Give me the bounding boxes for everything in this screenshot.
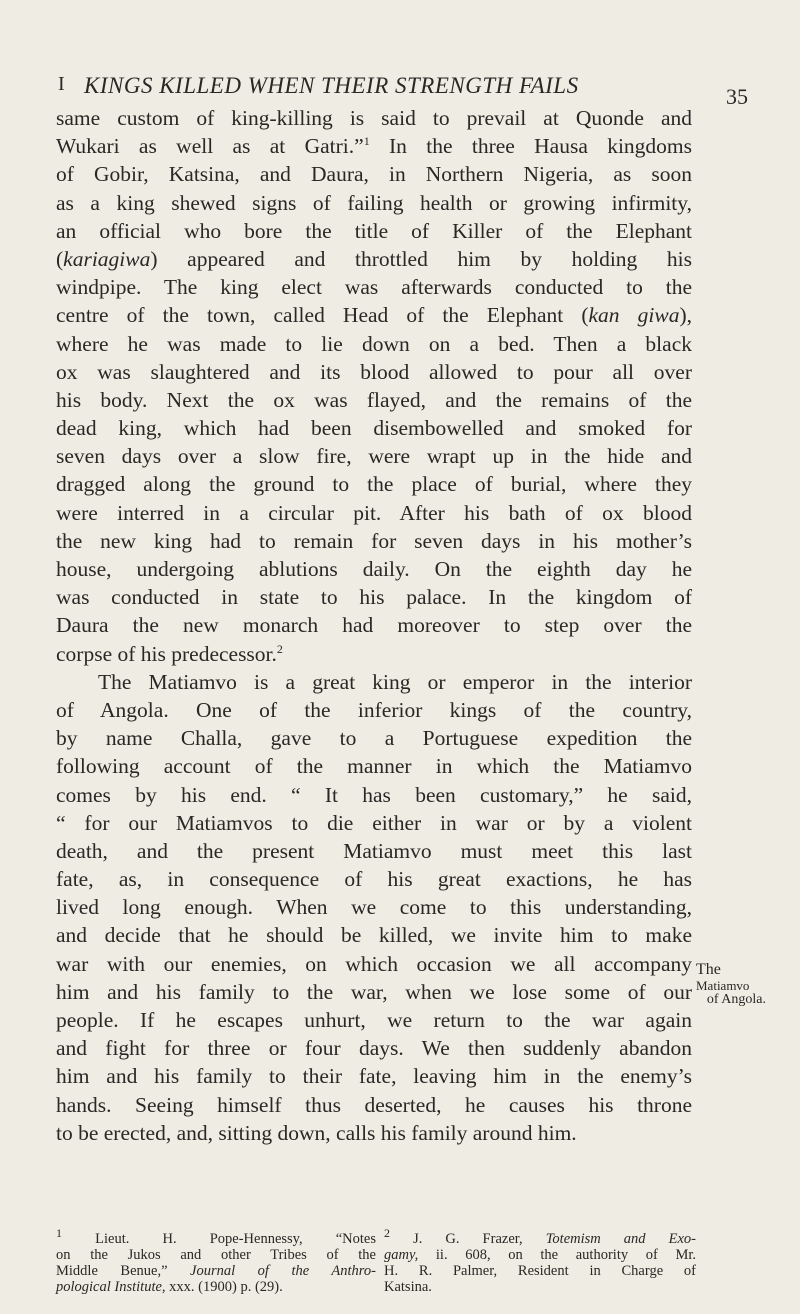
marginal-line: of Angola. <box>706 992 766 1007</box>
text-line: by name Challa, gave to a Portuguese expedition the <box>56 726 692 751</box>
marginal-line: The <box>696 961 721 978</box>
text-line: comes by his end. “ It has been customary,” he said, <box>56 782 692 807</box>
text-line: to be erected, and, sitting down, calls his family around him. <box>56 1120 577 1145</box>
text-line: centre of the town, called Head of the Elephant (kan giwa), <box>56 303 692 328</box>
text-line: him and his family to the war, when we lose some of our <box>56 979 692 1004</box>
text-line: fate, as, in consequence of his great exactions, he has <box>56 867 692 892</box>
chapter-mark: I <box>58 73 65 95</box>
text-line: and fight for three or four days. We then suddenly abandon <box>56 1036 692 1061</box>
footnote-line: pological Institute, xxx. (1900) p. (29). <box>56 1279 283 1295</box>
running-header <box>58 60 748 109</box>
footnote-ref: 2 <box>276 641 283 656</box>
text-line: hands. Seeing himself thus deserted, he causes his throne <box>56 1092 692 1117</box>
text-line: was conducted in state to his palace. In the kingdom of <box>56 585 692 610</box>
text-line: (kariagiwa) appeared and throttled him by holding his <box>56 246 693 271</box>
text-line: dragged along the ground to the place of burial, where they <box>56 472 692 497</box>
body-text <box>56 104 692 1147</box>
text-line: were interred in a circular pit. After his bath of ox blood <box>56 500 692 525</box>
text-line: following account of the manner in which the Matiamvo <box>56 754 692 779</box>
text-line: people. If he escapes unhurt, we return to the war again <box>56 1008 692 1032</box>
text-line: Wukari as well as at Gatri.”$^1$ In the three Hausa kingdoms <box>56 134 693 159</box>
footnote-line: $^2$ J. G. Frazer, Totemism and Exo- <box>384 1226 696 1247</box>
text-line: Daura the new monarch had moreover to step over the <box>56 613 692 638</box>
text-line: windpipe. The king elect was afterwards conducted to the <box>56 275 692 300</box>
hausa-term: kariagiwa <box>63 246 151 271</box>
footnote-line: Middle Benue,” Journal of the Anthro- <box>56 1263 376 1279</box>
text-line: of Gobir, Katsina, and Daura, in Northern Nigeria, as soon <box>56 162 692 187</box>
text-line: where he was made to lie down on a bed. Then a black <box>56 331 692 356</box>
marginal-line: Matiamvo <box>696 977 750 993</box>
footnote-line: H. R. Palmer, Resident in Charge of <box>384 1263 696 1279</box>
text-line: same custom of king-killing is said to prevail at Quonde and <box>56 106 692 130</box>
footnote-1 <box>56 1226 377 1295</box>
footnote-line: on the Jukos and other Tribes of the <box>56 1247 376 1263</box>
text-line: death, and the present Matiamvo must meet this last <box>56 838 692 863</box>
text-line: seven days over a slow fire, were wrapt up in the hide and <box>56 444 692 469</box>
text-line: and decide that he should be killed, we invite him to make <box>56 923 692 948</box>
text-line: an official who bore the title of Killer of the Elephant <box>56 218 692 243</box>
marginal-note <box>696 963 766 1008</box>
page-number: 35 <box>726 84 748 109</box>
footnote-line: Katsina. <box>384 1279 432 1295</box>
footnote-2 <box>384 1226 697 1295</box>
footnotes <box>56 1226 697 1311</box>
text-line: the new king had to remain for seven days in his mother’s <box>56 528 692 553</box>
text-line: ox was slaughtered and its blood allowed to pour all over <box>56 359 692 384</box>
text-line: as a king shewed signs of failing health or growing infirmity, <box>56 190 692 215</box>
text-line: lived long enough. When we come to this understanding, <box>56 895 692 920</box>
text-line: war with our enemies, on which occasion we all accompany <box>56 951 692 976</box>
text-line: The Matiamvo is a great king or emperor in the interior <box>98 669 692 694</box>
text-line: “ for our Matiamvos to die either in war or by a violent <box>56 810 692 835</box>
hausa-term: kan giwa <box>588 303 680 328</box>
text-line: dead king, which had been disembowelled and smoked for <box>56 416 692 441</box>
footnote-line: $^1$ Lieut. H. Pope-Hennessy, “Notes <box>56 1226 377 1247</box>
text-line: corpse of his predecessor.$^2$ <box>56 641 283 666</box>
footnote-ref: 1 <box>363 134 370 149</box>
footnote-line: gamy, ii. 608, on the authority of Mr. <box>384 1247 697 1263</box>
text-line: him and his family to their fate, leaving him in the enemy’s <box>56 1064 692 1089</box>
text-line: of Angola. One of the inferior kings of the country, <box>56 697 692 722</box>
text-line: his body. Next the ox was flayed, and the remains of the <box>56 387 692 412</box>
running-title: KINGS KILLED WHEN THEIR STRENGTH FAILS <box>84 73 579 98</box>
text-line: house, undergoing ablutions daily. On the eighth day he <box>56 557 692 581</box>
